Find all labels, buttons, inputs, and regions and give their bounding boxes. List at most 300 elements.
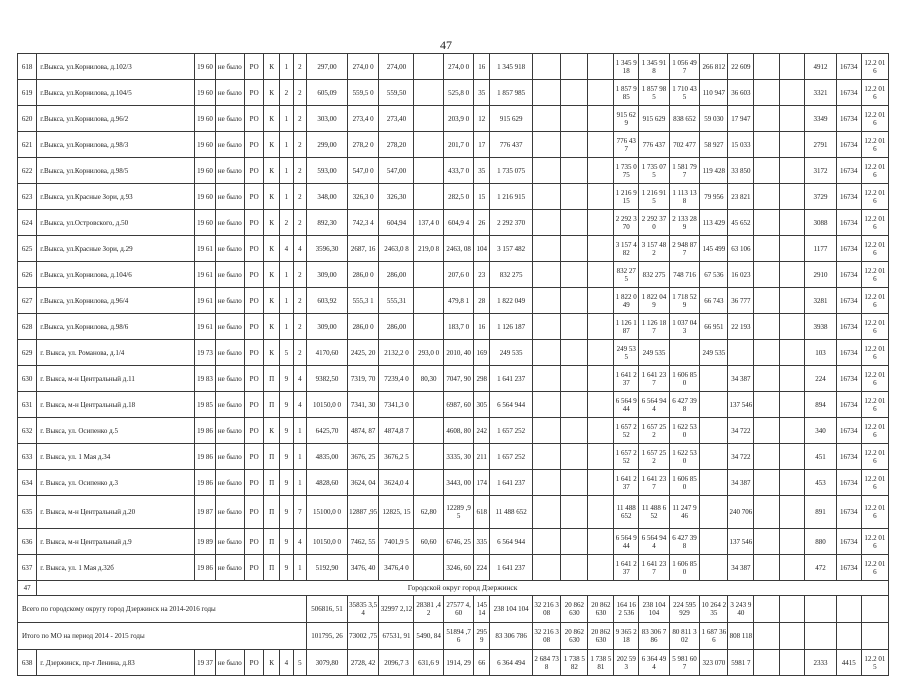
blank-b-cell [780, 340, 805, 366]
residential-area-cell: 274,00 [379, 54, 414, 80]
residential-area-cell: 2096,7 3 [379, 650, 414, 676]
entrances-cell: 4 [293, 529, 307, 555]
totals-value-cell: 51894 ,76 [443, 623, 474, 650]
blank-a-cell [754, 340, 780, 366]
housing-register-table [17, 53, 889, 676]
cost-systems-cell [700, 496, 728, 529]
table-row [18, 314, 889, 340]
blank-b-cell [780, 496, 805, 529]
private-area-cell: 201,7 0 [443, 132, 474, 158]
fund-federal-cell [533, 184, 561, 210]
table-row [18, 496, 889, 529]
cost-other-cell: 36 777 [728, 288, 754, 314]
fund-region-cell [561, 210, 588, 236]
fund-local-cell [588, 470, 614, 496]
total-area-cell: 4828,60 [307, 470, 348, 496]
residents-cell: 15 [474, 184, 490, 210]
cost-systems-cell [700, 529, 728, 555]
residential-area-cell: 559,50 [379, 80, 414, 106]
limit-cost-cell: 16734 [836, 529, 861, 555]
total-funding-cell: 1 126 187 [639, 314, 670, 340]
row-number-cell: 638 [18, 650, 37, 676]
cost-roof-cell: 702 477 [669, 132, 700, 158]
cost-roof-cell: 11 247 946 [669, 496, 700, 529]
totals-value-cell [754, 596, 780, 623]
entrances-cell: 5 [293, 650, 307, 676]
residents-cell: 618 [474, 496, 490, 529]
totals-value-cell: 80 811 302 [669, 623, 700, 650]
blank-b-cell [780, 392, 805, 418]
address-cell: г. Выкса, м-н Центральный д.11 [37, 366, 195, 392]
deadline-cell: 12.2 016 [861, 314, 888, 340]
nonresidential-area-cell [414, 288, 443, 314]
fund-local-cell [588, 54, 614, 80]
entrances-cell: 2 [293, 106, 307, 132]
table-row [18, 529, 889, 555]
floors-cell: 9 [280, 366, 294, 392]
fund-federal-cell [533, 236, 561, 262]
residential-area-cell: 273,40 [379, 106, 414, 132]
residential-area-cell: 2132,2 0 [379, 340, 414, 366]
wall-note-cell: не было [215, 314, 244, 340]
totals-value-cell: 27577 4,60 [443, 596, 474, 623]
cost-other-cell: 34 387 [728, 470, 754, 496]
fund-owners-cell: 1 857 985 [614, 80, 639, 106]
unit-cost-cell: 3321 [805, 80, 837, 106]
year-built-cell: 19 86 [195, 555, 215, 581]
address-cell: г.Выкса, ул.Корнилова, д.104/5 [37, 80, 195, 106]
total-funding-cell: 1 657 252 [639, 418, 670, 444]
residents-cell: 66 [474, 650, 490, 676]
fund-owners-cell: 1 641 237 [614, 470, 639, 496]
deadline-cell: 12.2 016 [861, 529, 888, 555]
living-area-cell: 2687, 16 [347, 236, 379, 262]
blank-b-cell [780, 650, 805, 676]
material-cell: К [264, 106, 280, 132]
fund-owners-cell: 1 641 237 [614, 366, 639, 392]
limit-cost-cell: 16734 [836, 236, 861, 262]
address-cell: г.Выкса, ул.Корнилова, д.96/2 [37, 106, 195, 132]
private-area-cell: 1914, 29 [443, 650, 474, 676]
living-area-cell: 326,3 0 [347, 184, 379, 210]
totals-value-cell: 32 216 308 [533, 623, 561, 650]
fund-region-cell [561, 470, 588, 496]
address-cell: г.Выкса, ул.Корнилова, д.98/3 [37, 132, 195, 158]
deadline-cell: 12.2 016 [861, 392, 888, 418]
mgmt-type-cell: РО [245, 132, 264, 158]
address-cell: г. Выкса, ул. Осипенко д.3 [37, 470, 195, 496]
year-built-cell: 19 61 [195, 236, 215, 262]
year-built-cell: 19 61 [195, 262, 215, 288]
address-cell: г. Выкса, ул. 1 Мая д.32б [37, 555, 195, 581]
deadline-cell: 12.2 016 [861, 54, 888, 80]
cost-total-cell: 1 735 075 [490, 158, 533, 184]
wall-note-cell: не было [215, 158, 244, 184]
floors-cell: 9 [280, 529, 294, 555]
total-area-cell: 5192,90 [307, 555, 348, 581]
floors-cell: 1 [280, 262, 294, 288]
residential-area-cell: 2463,0 8 [379, 236, 414, 262]
material-cell: П [264, 555, 280, 581]
cost-total-cell: 11 488 652 [490, 496, 533, 529]
totals-value-cell: 10 264 235 [700, 596, 728, 623]
residents-cell: 35 [474, 80, 490, 106]
unit-cost-cell: 894 [805, 392, 837, 418]
residential-area-cell: 7341,3 0 [379, 392, 414, 418]
fund-federal-cell [533, 288, 561, 314]
totals-value-cell: 73002 ,75 [347, 623, 379, 650]
nonresidential-area-cell [414, 392, 443, 418]
private-area-cell: 282,5 0 [443, 184, 474, 210]
material-cell: К [264, 262, 280, 288]
fund-federal-cell [533, 132, 561, 158]
totals-value-cell: 67531, 91 [379, 623, 414, 650]
wall-note-cell: не было [215, 132, 244, 158]
fund-region-cell [561, 392, 588, 418]
wall-note-cell: не было [215, 392, 244, 418]
residential-area-cell: 3676,2 5 [379, 444, 414, 470]
private-area-cell: 3443, 00 [443, 470, 474, 496]
unit-cost-cell: 2333 [805, 650, 837, 676]
wall-note-cell: не было [215, 262, 244, 288]
cost-systems-cell [700, 418, 728, 444]
residents-cell: 169 [474, 340, 490, 366]
private-area-cell: 183,7 0 [443, 314, 474, 340]
total-area-cell: 605,09 [307, 80, 348, 106]
mgmt-type-cell: РО [245, 555, 264, 581]
total-funding-cell: 6 364 494 [639, 650, 670, 676]
cost-total-cell: 1 641 237 [490, 555, 533, 581]
total-area-cell: 348,00 [307, 184, 348, 210]
blank-a-cell [754, 470, 780, 496]
total-area-cell: 303,00 [307, 106, 348, 132]
entrances-cell: 2 [293, 80, 307, 106]
floors-cell: 9 [280, 496, 294, 529]
fund-local-cell [588, 444, 614, 470]
entrances-cell: 4 [293, 366, 307, 392]
cost-roof-cell: 1 718 529 [669, 288, 700, 314]
unit-cost-cell: 2910 [805, 262, 837, 288]
fund-local-cell [588, 496, 614, 529]
cost-total-cell: 1 345 918 [490, 54, 533, 80]
private-area-cell: 207,6 0 [443, 262, 474, 288]
mgmt-type-cell: РО [245, 106, 264, 132]
blank-b-cell [780, 366, 805, 392]
deadline-cell: 12.2 016 [861, 366, 888, 392]
residents-cell: 211 [474, 444, 490, 470]
deadline-cell: 12.2 016 [861, 236, 888, 262]
wall-note-cell: не было [215, 366, 244, 392]
nonresidential-area-cell: 631,6 9 [414, 650, 443, 676]
living-area-cell: 2728, 42 [347, 650, 379, 676]
cost-other-cell: 17 947 [728, 106, 754, 132]
mgmt-type-cell: РО [245, 392, 264, 418]
limit-cost-cell: 16734 [836, 210, 861, 236]
total-area-cell: 892,30 [307, 210, 348, 236]
fund-federal-cell [533, 392, 561, 418]
cost-roof-cell: 1 606 850 [669, 555, 700, 581]
residential-area-cell: 555,31 [379, 288, 414, 314]
fund-region-cell [561, 555, 588, 581]
private-area-cell: 3246, 60 [443, 555, 474, 581]
blank-a-cell [754, 529, 780, 555]
fund-federal-cell [533, 158, 561, 184]
limit-cost-cell: 16734 [836, 80, 861, 106]
year-built-cell: 19 60 [195, 210, 215, 236]
total-funding-cell: 915 629 [639, 106, 670, 132]
blank-b-cell [780, 210, 805, 236]
mgmt-type-cell: РО [245, 54, 264, 80]
nonresidential-area-cell [414, 262, 443, 288]
table-row [18, 262, 889, 288]
address-cell: г. Выкса, м-н Центральный д.9 [37, 529, 195, 555]
total-area-cell: 10150,0 0 [307, 529, 348, 555]
cost-other-cell: 22 193 [728, 314, 754, 340]
nonresidential-area-cell [414, 184, 443, 210]
residents-cell: 23 [474, 262, 490, 288]
limit-cost-cell: 16734 [836, 132, 861, 158]
residential-area-cell: 547,00 [379, 158, 414, 184]
blank-b-cell [780, 418, 805, 444]
nonresidential-area-cell: 60,60 [414, 529, 443, 555]
total-funding-cell: 2 292 370 [639, 210, 670, 236]
address-cell: г.Выкса, ул.Красные Зори, д.93 [37, 184, 195, 210]
totals-value-cell: 164 162 536 [614, 596, 639, 623]
nonresidential-area-cell [414, 444, 443, 470]
living-area-cell: 3624, 04 [347, 470, 379, 496]
residential-area-cell: 3476,4 0 [379, 555, 414, 581]
fund-federal-cell [533, 314, 561, 340]
deadline-cell: 12.2 016 [861, 184, 888, 210]
deadline-cell: 12.2 016 [861, 470, 888, 496]
cost-roof-cell: 1 606 850 [669, 366, 700, 392]
year-built-cell: 19 85 [195, 392, 215, 418]
year-built-cell: 19 37 [195, 650, 215, 676]
limit-cost-cell: 16734 [836, 106, 861, 132]
table-row [18, 470, 889, 496]
fund-owners-cell: 11 488 652 [614, 496, 639, 529]
cost-roof-cell: 6 427 398 [669, 529, 700, 555]
table-row [18, 132, 889, 158]
totals-value-cell: 145 14 [474, 596, 490, 623]
fund-federal-cell [533, 210, 561, 236]
nonresidential-area-cell: 219,0 8 [414, 236, 443, 262]
residents-cell: 28 [474, 288, 490, 314]
unit-cost-cell: 891 [805, 496, 837, 529]
cost-roof-cell: 5 981 607 [669, 650, 700, 676]
row-number-cell: 626 [18, 262, 37, 288]
limit-cost-cell: 16734 [836, 444, 861, 470]
nonresidential-area-cell [414, 470, 443, 496]
residents-cell: 26 [474, 210, 490, 236]
row-number-cell: 618 [18, 54, 37, 80]
blank-a-cell [754, 236, 780, 262]
cost-total-cell: 1 857 985 [490, 80, 533, 106]
cost-systems-cell: 113 429 [700, 210, 728, 236]
floors-cell: 1 [280, 158, 294, 184]
material-cell: П [264, 366, 280, 392]
year-built-cell: 19 86 [195, 470, 215, 496]
year-built-cell: 19 86 [195, 418, 215, 444]
table-row [18, 210, 889, 236]
cost-roof-cell: 1 581 797 [669, 158, 700, 184]
material-cell: К [264, 650, 280, 676]
cost-total-cell: 1 126 187 [490, 314, 533, 340]
fund-owners-cell: 1 735 075 [614, 158, 639, 184]
cost-total-cell: 776 437 [490, 132, 533, 158]
cost-total-cell: 6 564 944 [490, 529, 533, 555]
totals-value-cell: 35835 3,54 [347, 596, 379, 623]
fund-local-cell [588, 555, 614, 581]
cost-systems-cell: 266 812 [700, 54, 728, 80]
total-funding-cell: 1 641 237 [639, 366, 670, 392]
cost-total-cell: 2 292 370 [490, 210, 533, 236]
table-row [18, 158, 889, 184]
total-funding-cell: 1 345 918 [639, 54, 670, 80]
blank-b-cell [780, 314, 805, 340]
cost-other-cell: 63 106 [728, 236, 754, 262]
blank-a-cell [754, 418, 780, 444]
floors-cell: 9 [280, 418, 294, 444]
fund-local-cell [588, 288, 614, 314]
row-number-cell: 620 [18, 106, 37, 132]
mgmt-type-cell: РО [245, 529, 264, 555]
limit-cost-cell: 16734 [836, 158, 861, 184]
entrances-cell: 1 [293, 555, 307, 581]
cost-total-cell: 1 822 049 [490, 288, 533, 314]
fund-federal-cell [533, 444, 561, 470]
totals-blank-cell [805, 623, 837, 650]
limit-cost-cell: 16734 [836, 54, 861, 80]
totals-blank-cell [836, 623, 861, 650]
fund-region-cell [561, 184, 588, 210]
material-cell: П [264, 392, 280, 418]
cost-other-cell: 22 609 [728, 54, 754, 80]
address-cell: г. Дзержинск, пр-т Ленина, д.83 [37, 650, 195, 676]
unit-cost-cell: 1177 [805, 236, 837, 262]
total-area-cell: 309,00 [307, 314, 348, 340]
nonresidential-area-cell: 137,4 0 [414, 210, 443, 236]
living-area-cell: 278,2 0 [347, 132, 379, 158]
mgmt-type-cell: РО [245, 288, 264, 314]
cost-systems-cell [700, 555, 728, 581]
material-cell: П [264, 529, 280, 555]
cost-roof-cell: 1 710 435 [669, 80, 700, 106]
row-number-cell: 625 [18, 236, 37, 262]
total-area-cell: 4170,60 [307, 340, 348, 366]
row-number-cell: 619 [18, 80, 37, 106]
wall-note-cell: не было [215, 288, 244, 314]
floors-cell: 1 [280, 184, 294, 210]
fund-region-cell [561, 80, 588, 106]
cost-roof-cell: 1 606 850 [669, 470, 700, 496]
cost-roof-cell: 6 427 398 [669, 392, 700, 418]
cost-systems-cell: 323 070 [700, 650, 728, 676]
row-number-cell: 637 [18, 555, 37, 581]
cost-other-cell: 5981 7 [728, 650, 754, 676]
fund-local-cell [588, 132, 614, 158]
wall-note-cell: не было [215, 418, 244, 444]
wall-note-cell: не было [215, 444, 244, 470]
deadline-cell: 12.2 016 [861, 340, 888, 366]
cost-total-cell: 1 641 237 [490, 366, 533, 392]
totals-value-cell: 32997 2,12 [379, 596, 414, 623]
blank-b-cell [780, 158, 805, 184]
wall-note-cell: не было [215, 80, 244, 106]
nonresidential-area-cell [414, 555, 443, 581]
entrances-cell: 2 [293, 184, 307, 210]
total-area-cell: 10150,0 0 [307, 392, 348, 418]
private-area-cell: 7047, 90 [443, 366, 474, 392]
row-number-cell: 630 [18, 366, 37, 392]
fund-owners-cell: 1 641 237 [614, 555, 639, 581]
fund-local-cell [588, 184, 614, 210]
cost-total-cell: 6 564 944 [490, 392, 533, 418]
private-area-cell: 274,0 0 [443, 54, 474, 80]
floors-cell: 1 [280, 54, 294, 80]
cost-other-cell: 34 387 [728, 555, 754, 581]
totals-value-cell: 20 862 630 [588, 623, 614, 650]
wall-note-cell: не было [215, 650, 244, 676]
mgmt-type-cell: РО [245, 314, 264, 340]
blank-b-cell [780, 184, 805, 210]
cost-total-cell: 1 657 252 [490, 444, 533, 470]
cost-roof-cell: 2 133 289 [669, 210, 700, 236]
cost-total-cell: 832 275 [490, 262, 533, 288]
address-cell: г.Выкса, ул.Корнилова, д.98/5 [37, 158, 195, 184]
cost-roof-cell: 838 652 [669, 106, 700, 132]
unit-cost-cell: 3729 [805, 184, 837, 210]
floors-cell: 4 [280, 236, 294, 262]
unit-cost-cell: 3349 [805, 106, 837, 132]
table-row [18, 106, 889, 132]
year-built-cell: 19 60 [195, 184, 215, 210]
private-area-cell: 6746, 25 [443, 529, 474, 555]
limit-cost-cell: 16734 [836, 184, 861, 210]
address-cell: г. Выкса, ул. 1 Мая д.34 [37, 444, 195, 470]
fund-local-cell [588, 529, 614, 555]
nonresidential-area-cell [414, 418, 443, 444]
fund-federal-cell [533, 366, 561, 392]
cost-roof-cell: 1 113 138 [669, 184, 700, 210]
blank-a-cell [754, 80, 780, 106]
material-cell: П [264, 444, 280, 470]
cost-total-cell: 249 535 [490, 340, 533, 366]
cost-roof-cell: 1 622 530 [669, 418, 700, 444]
wall-note-cell: не было [215, 54, 244, 80]
blank-a-cell [754, 210, 780, 236]
blank-b-cell [780, 444, 805, 470]
row-number-cell: 633 [18, 444, 37, 470]
year-built-cell: 19 86 [195, 444, 215, 470]
nonresidential-area-cell [414, 314, 443, 340]
living-area-cell: 7319, 70 [347, 366, 379, 392]
wall-note-cell: не было [215, 236, 244, 262]
private-area-cell: 433,7 0 [443, 158, 474, 184]
cost-roof-cell: 1 037 043 [669, 314, 700, 340]
totals-blank-cell [780, 623, 805, 650]
unit-cost-cell: 451 [805, 444, 837, 470]
totals-blank-cell [780, 596, 805, 623]
living-area-cell: 559,5 0 [347, 80, 379, 106]
residents-cell: 35 [474, 158, 490, 184]
floors-cell: 1 [280, 106, 294, 132]
table-row [18, 650, 889, 676]
wall-note-cell: не было [215, 106, 244, 132]
residents-cell: 16 [474, 314, 490, 340]
year-built-cell: 19 61 [195, 288, 215, 314]
nonresidential-area-cell: 80,30 [414, 366, 443, 392]
